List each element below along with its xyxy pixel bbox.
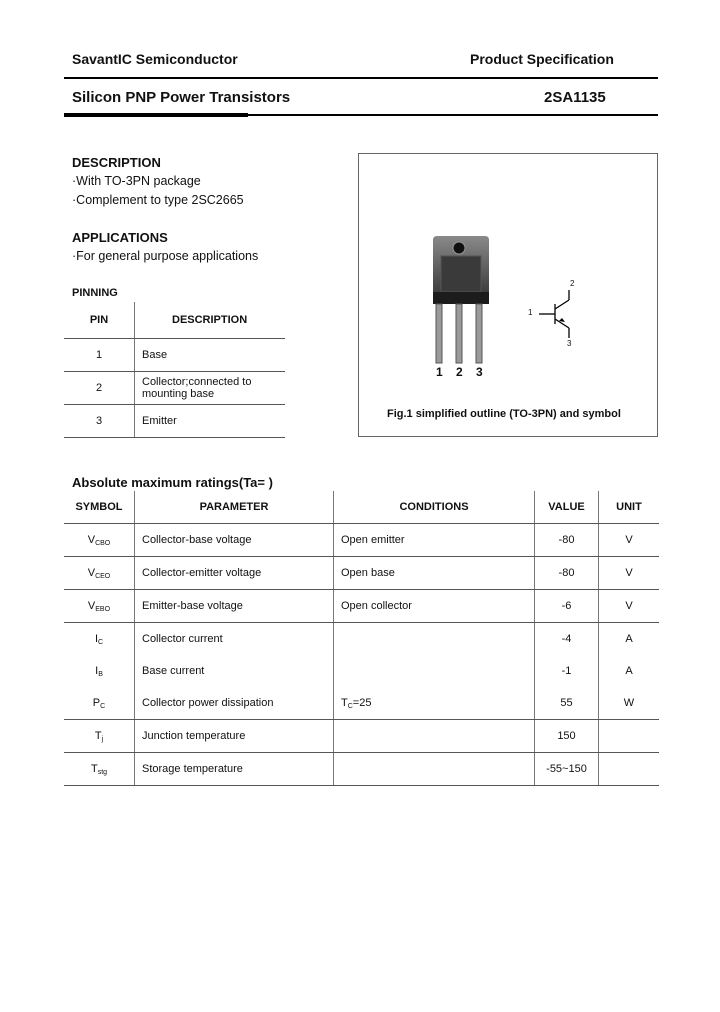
rating-row: [64, 753, 659, 786]
unit-header: UNIT: [599, 491, 660, 524]
lead-label-2: 2: [456, 365, 463, 379]
rating-value: -6: [535, 590, 599, 623]
header-rule-top: [64, 77, 658, 79]
symbol-emitter-label: 3: [567, 339, 572, 348]
description-item: ·With TO-3PN package: [72, 174, 201, 188]
rating-parameter: Storage temperature: [135, 753, 334, 786]
description-title: DESCRIPTION: [72, 155, 161, 170]
rating-parameter: Junction temperature: [135, 720, 334, 753]
rating-value: -80: [535, 557, 599, 590]
part-number: 2SA1135: [544, 89, 606, 106]
rating-condition: Open base: [334, 557, 535, 590]
conditions-header: CONDITIONS: [334, 491, 535, 524]
rating-value: 150: [535, 720, 599, 753]
rating-value: -4: [535, 623, 599, 656]
value-header: VALUE: [535, 491, 599, 524]
symbol-base-label: 1: [528, 308, 533, 317]
pin-description: Base: [135, 339, 286, 372]
rating-parameter: Emitter-base voltage: [135, 590, 334, 623]
rating-symbol: $V_{CEO}$: [64, 557, 135, 590]
symbol-header: SYMBOL: [64, 491, 135, 524]
pin-number: 1: [64, 339, 135, 372]
rating-unit: [599, 720, 660, 753]
desc-col-header: DESCRIPTION: [135, 302, 286, 339]
lead-label-1: 1: [436, 365, 443, 379]
rating-condition: [334, 753, 535, 786]
description-item: ·Complement to type 2SC2665: [72, 193, 244, 207]
rating-row: [64, 623, 659, 656]
rating-condition: [334, 720, 535, 753]
pin-description: Emitter: [135, 405, 286, 438]
rating-value: -80: [535, 524, 599, 557]
rating-row: [64, 720, 659, 753]
rating-parameter: Collector-base voltage: [135, 524, 334, 557]
product-line: Silicon PNP Power Transistors: [72, 89, 291, 106]
rating-symbol: $I_C$: [64, 623, 135, 656]
pin-description: Collector;connected to mounting base: [135, 372, 286, 405]
rating-parameter: Collector power dissipation: [135, 687, 334, 720]
rating-symbol: $V_{CBO}$: [64, 524, 135, 557]
rating-condition: Open collector: [334, 590, 535, 623]
figure-box: [358, 153, 658, 437]
rating-value: 55: [535, 687, 599, 720]
rating-symbol: $V_{EBO}$: [64, 590, 135, 623]
rating-parameter: Collector current: [135, 623, 334, 656]
rating-row: [64, 655, 659, 687]
ratings-table: [64, 491, 659, 786]
rating-condition: [334, 655, 535, 687]
transistor-illustration: [359, 154, 657, 436]
parameter-header: PARAMETER: [135, 491, 334, 524]
applications-title: APPLICATIONS: [72, 230, 168, 245]
pinning-table: [64, 302, 285, 438]
pin-number: 3: [64, 405, 135, 438]
rating-condition: $T_C=25$: [334, 687, 535, 720]
rating-unit: V: [599, 590, 660, 623]
pinning-title: PINNING: [72, 287, 118, 299]
rating-symbol: $P_C$: [64, 687, 135, 720]
company-name: SavantIC Semiconductor: [72, 51, 238, 67]
pin-col-header: PIN: [64, 302, 135, 339]
symbol-collector-label: 2: [570, 279, 575, 288]
rating-parameter: Collector-emitter voltage: [135, 557, 334, 590]
pin-number: 2: [64, 372, 135, 405]
rating-parameter: Base current: [135, 655, 334, 687]
rating-value: -1: [535, 655, 599, 687]
rating-unit: V: [599, 524, 660, 557]
rating-symbol: $T_j$: [64, 720, 135, 753]
rating-condition: Open emitter: [334, 524, 535, 557]
rating-unit: V: [599, 557, 660, 590]
rating-unit: W: [599, 687, 660, 720]
figure-caption: Fig.1 simplified outline (TO-3PN) and symbol: [387, 408, 621, 420]
rating-unit: [599, 753, 660, 786]
pin-row: [64, 372, 285, 405]
lead-label-3: 3: [476, 365, 483, 379]
rating-unit: A: [625, 633, 633, 645]
doc-type: Product Specification: [470, 51, 614, 67]
rating-row: [64, 524, 659, 557]
rating-symbol: $T_{stg}$: [64, 753, 135, 786]
pin-row: [64, 339, 285, 372]
header-rule-accent: [64, 113, 248, 117]
rating-condition: [334, 623, 535, 656]
ratings-title: Absolute maximum ratings(Ta= ): [72, 475, 273, 490]
rating-symbol: $I_B$: [64, 655, 135, 687]
rating-value: -55~150: [535, 753, 599, 786]
pnp-symbol-icon: [539, 290, 569, 338]
rating-row: [64, 557, 659, 590]
pin-row: [64, 405, 285, 438]
rating-row: [64, 590, 659, 623]
applications-item: ·For general purpose applications: [72, 249, 259, 263]
rating-unit: A: [625, 665, 633, 677]
rating-row: [64, 687, 659, 720]
